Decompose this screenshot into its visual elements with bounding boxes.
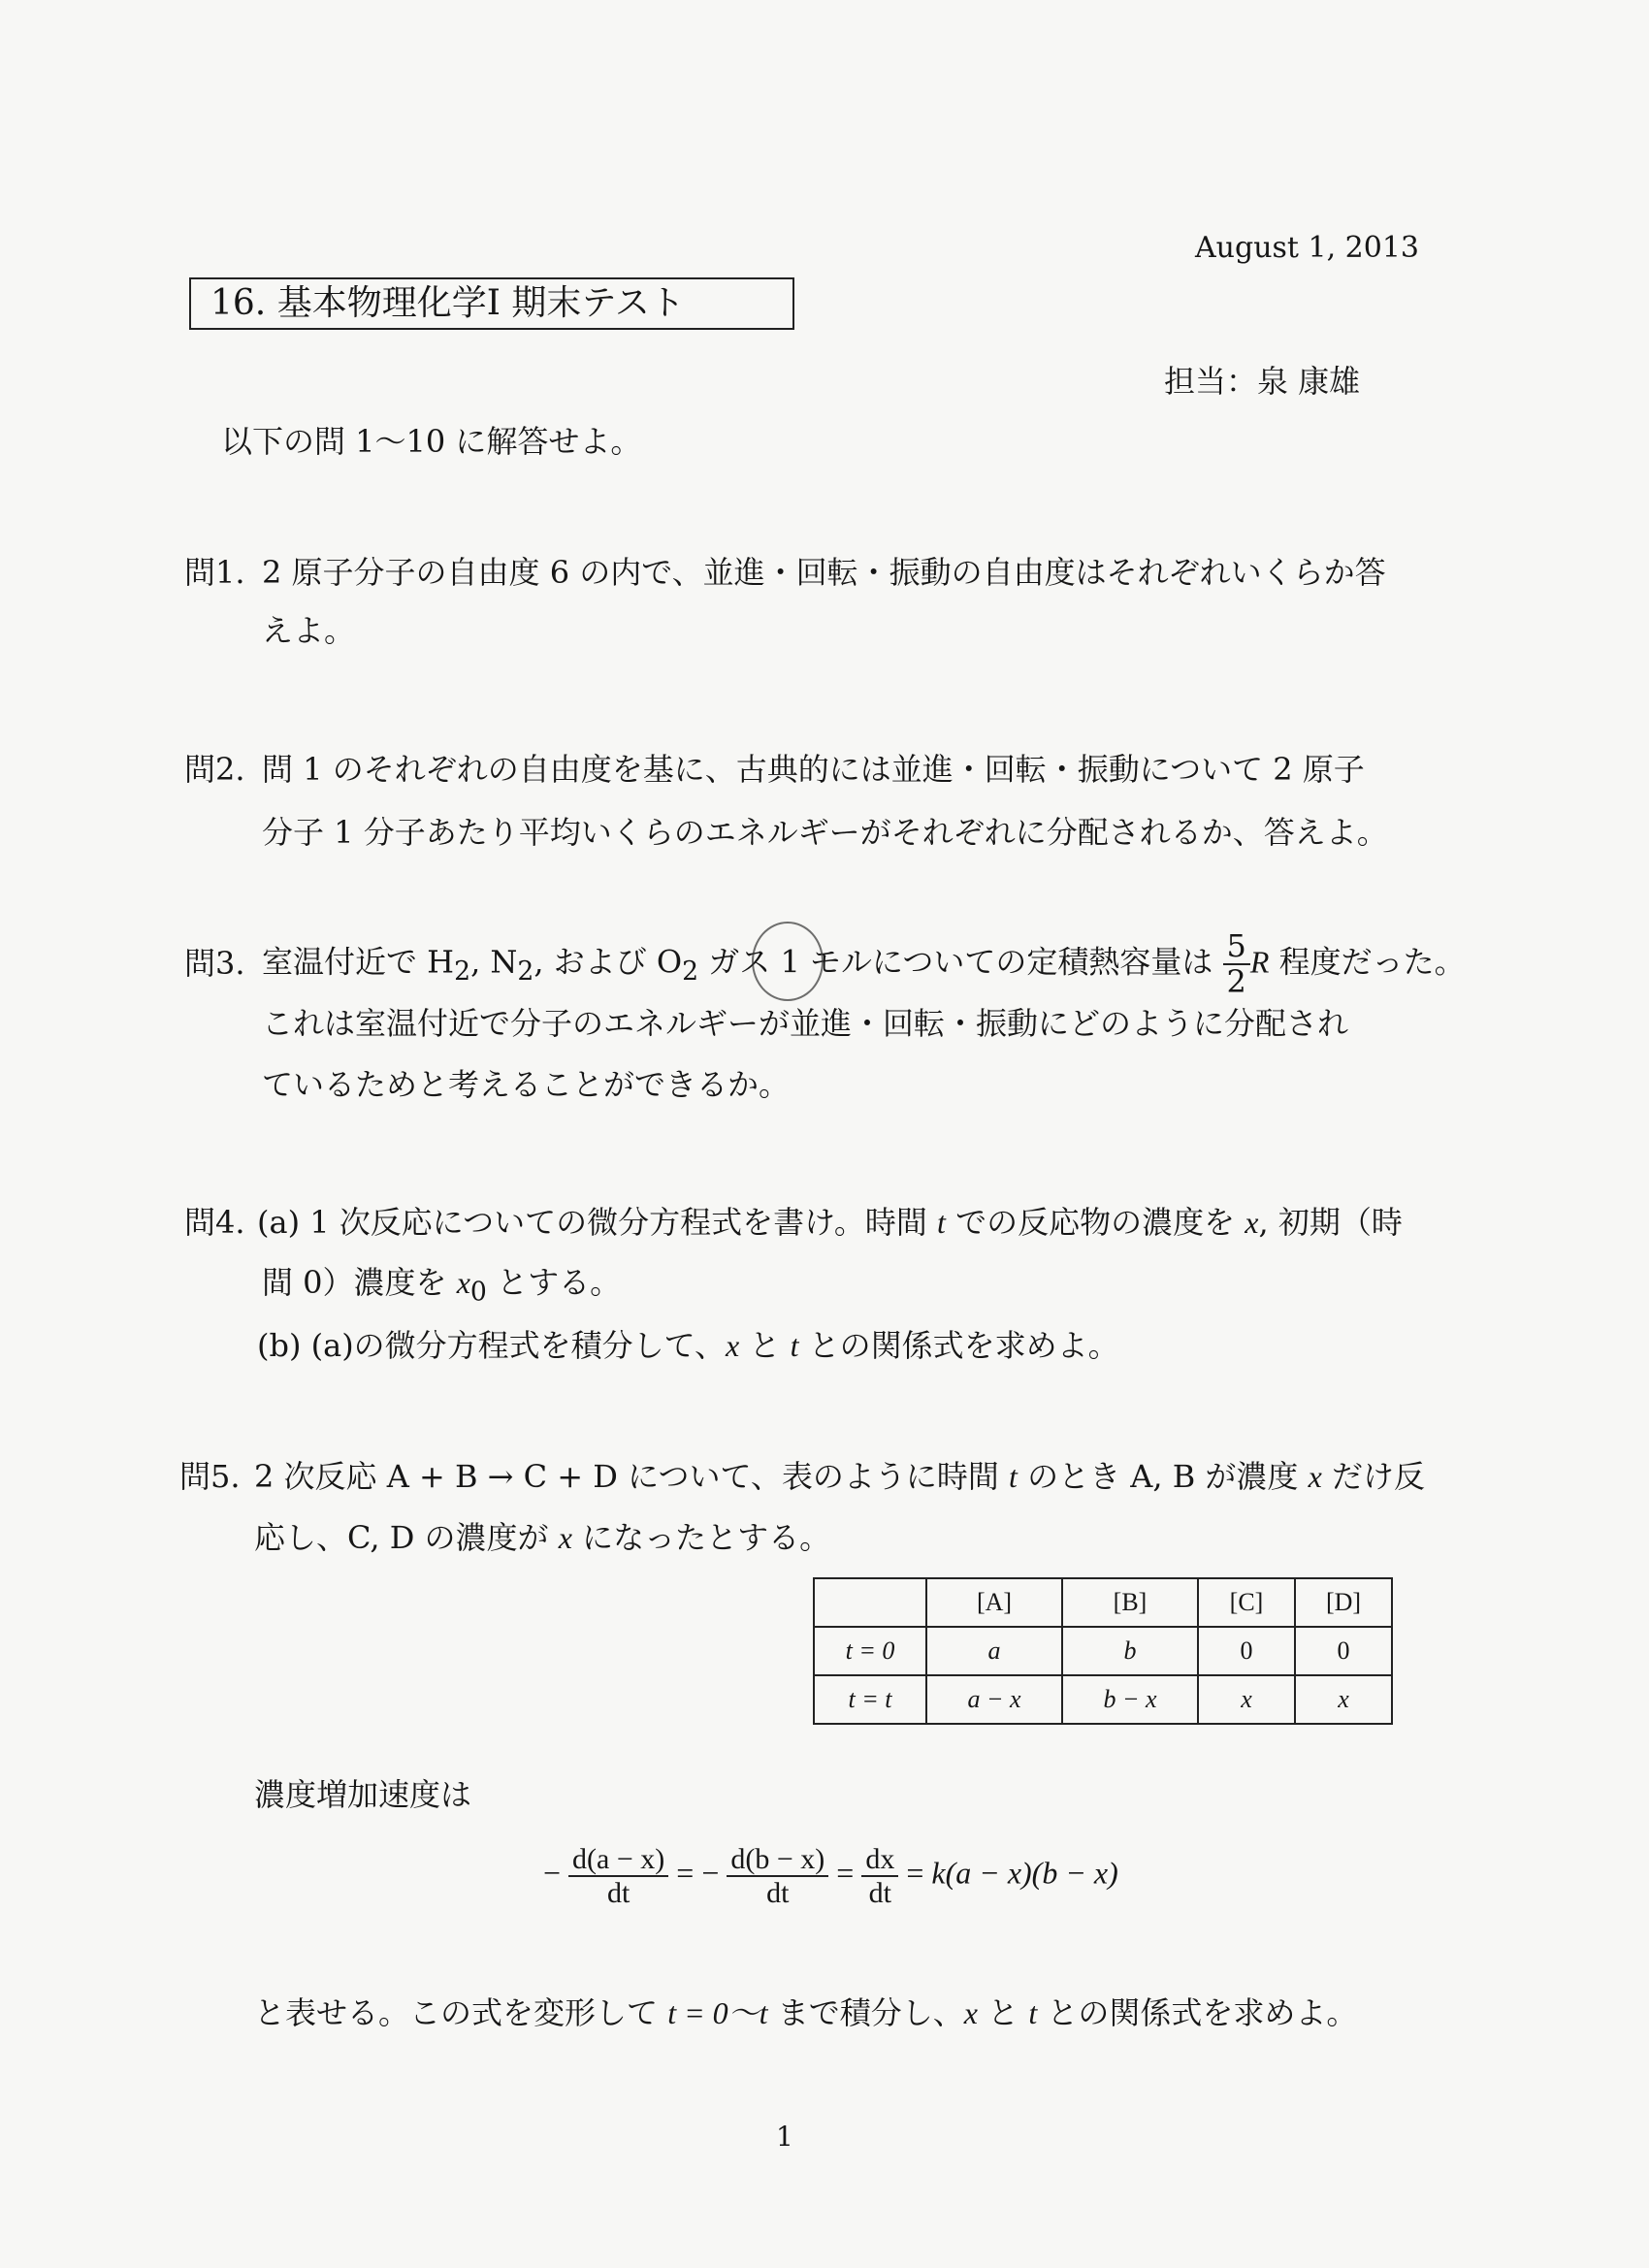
q4-text-2a: 間 0）濃度を [262,1264,457,1301]
q4-var-t: t [937,1205,946,1240]
eq-f1-den: dt [606,1877,630,1909]
table-header-cell [814,1578,926,1627]
q3-sub-h2: 2 [454,956,471,988]
table-header-cell: [A] [926,1578,1062,1627]
q2-line2: 分子 1 分子あたり平均いくらのエネルギーがそれぞれに分配されるか、答えよ。 [262,814,1388,851]
q3-frac-num: 5 [1223,929,1250,965]
q5-var-t: t [1009,1459,1018,1494]
q4-text-3b: と [739,1327,791,1364]
table-header-row [814,1578,1392,1627]
page-number: 1 [776,2121,793,2153]
q3-label: 問3. [184,945,245,982]
q4-text-3a: (b) (a)の微分方程式を積分して、 [257,1327,727,1364]
q2-label: 問2. [184,751,245,788]
q5-final-line [254,1989,1357,2033]
rate-equation [543,1843,1118,1909]
q5-line1 [254,1452,1425,1497]
q5-final-x: x [963,1995,978,2030]
q3-fraction [1223,929,1250,999]
exam-date: August 1, 2013 [1195,231,1420,265]
instructions: 以下の問 1〜10 に解答せよ。 [221,423,642,460]
eq-fraction-1 [568,1843,668,1909]
table-cell: 0 [1198,1627,1295,1675]
eq-equals-1: = [676,1855,695,1891]
q3-line3: ているためと考えることができるか。 [262,1066,791,1103]
q5-line2 [254,1513,830,1558]
q4-label: 問4. [184,1204,245,1241]
q1-line1: 2 原子分子の自由度 6 の内で、並進・回転・振動の自由度はそれぞれいくらか答 [262,554,1386,591]
eq-f2-num: d(b − x) [727,1843,828,1877]
table-header-cell: [C] [1198,1578,1295,1627]
q3-sub-o2: 2 [682,956,699,988]
q1-label: 問1. [184,554,245,591]
q5-final-t: t [1028,1995,1038,2030]
q3-sub-n2: 2 [517,956,534,988]
q4-var-x0: x [456,1265,470,1300]
q3-frac-den: 2 [1226,963,1246,1001]
exam-title: 16. 基本物理化学I 期末テスト [189,277,794,330]
table-cell: b − x [1062,1675,1198,1724]
q2-line1: 問 1 のそれぞれの自由度を基に、古典的には並進・回転・振動について 2 原子 [262,751,1365,788]
table-row [814,1627,1392,1675]
q5-text-c: だけ反 [1321,1458,1425,1495]
q5-rate-label: 濃度増加速度は [254,1776,472,1813]
eq-rhs: k(a − x)(b − x) [931,1855,1118,1891]
eq-fraction-3 [861,1843,898,1909]
q4-line3 [257,1321,1119,1366]
q3-line1 [262,929,1466,999]
q3-line2: これは室温付近で分子のエネルギーが並進・回転・振動にどのように分配され [262,1005,1349,1042]
table-header-cell: [B] [1062,1578,1198,1627]
table-cell: 0 [1295,1627,1392,1675]
q3-text-c: , N [470,943,518,981]
q5-var-x: x [1308,1459,1322,1494]
eq-minus-2: − [701,1855,720,1891]
q4-text-3c: との関係式を求めよ。 [798,1327,1119,1364]
table-cell: x [1295,1675,1392,1724]
table-cell: b [1062,1627,1198,1675]
eq-equals-2: = [836,1855,855,1891]
q5-var-x2: x [558,1520,572,1555]
eq-f1-num: d(a − x) [568,1843,668,1877]
q3-text-h: 程度だった。 [1269,943,1466,981]
q4-text-c: , 初期（時 [1258,1204,1403,1241]
q5-final-b: まで積分し、 [767,1994,964,2031]
q4-text-b: での反応物の濃度を [945,1204,1245,1241]
table-row [814,1675,1392,1724]
q5-final-range: t = 0〜t [667,1995,768,2030]
q4-var-t2: t [790,1328,799,1363]
concentration-table [813,1577,1393,1725]
q5-final-c: と [977,1994,1029,2031]
eq-minus-1: − [543,1855,562,1891]
table-cell: t = 0 [814,1627,926,1675]
q5-final-d: との関係式を求めよ。 [1037,1994,1358,2031]
table-cell: a − x [926,1675,1062,1724]
q4-text-a: (a) 1 次反応についての微分方程式を書け。時間 [257,1204,938,1241]
eq-f3-den: dt [868,1877,891,1909]
instructor-name: 担当：泉 康雄 [1164,363,1361,400]
q5-text-b: のとき A, B が濃度 [1017,1458,1309,1495]
q5-text-a: 2 次反応 A + B → C + D について、表のように時間 [254,1458,1010,1495]
q3-text-a: 室温付近で H [262,943,455,981]
handwritten-circle-mark [752,922,824,1001]
q5-final-a: と表せる。この式を変形して [254,1994,668,2031]
q4-line1 [257,1198,1403,1243]
q5-label: 問5. [179,1458,241,1495]
eq-equals-3: = [906,1855,924,1891]
eq-fraction-2 [727,1843,828,1909]
table-header-cell: [D] [1295,1578,1392,1627]
q4-var-x2: x [726,1328,740,1363]
q5-text-2a: 応し、C, D の濃度が [254,1519,559,1556]
q3-var-r: R [1249,944,1270,980]
q4-sub-0: 0 [469,1277,487,1308]
q3-text-e: , および O [534,943,683,981]
q4-line2 [262,1258,621,1307]
table-cell: a [926,1627,1062,1675]
q5-text-2b: になったとする。 [571,1519,831,1556]
q1-line2: えよ。 [262,612,356,649]
q4-var-x: x [1245,1205,1259,1240]
eq-f3-num: dx [861,1843,898,1877]
q3-text-g: ガス 1 モルについての定積熱容量は [698,943,1213,981]
table-cell: x [1198,1675,1295,1724]
q4-text-2b: とする。 [486,1264,622,1301]
eq-f2-den: dt [766,1877,790,1909]
table-cell: t = t [814,1675,926,1724]
